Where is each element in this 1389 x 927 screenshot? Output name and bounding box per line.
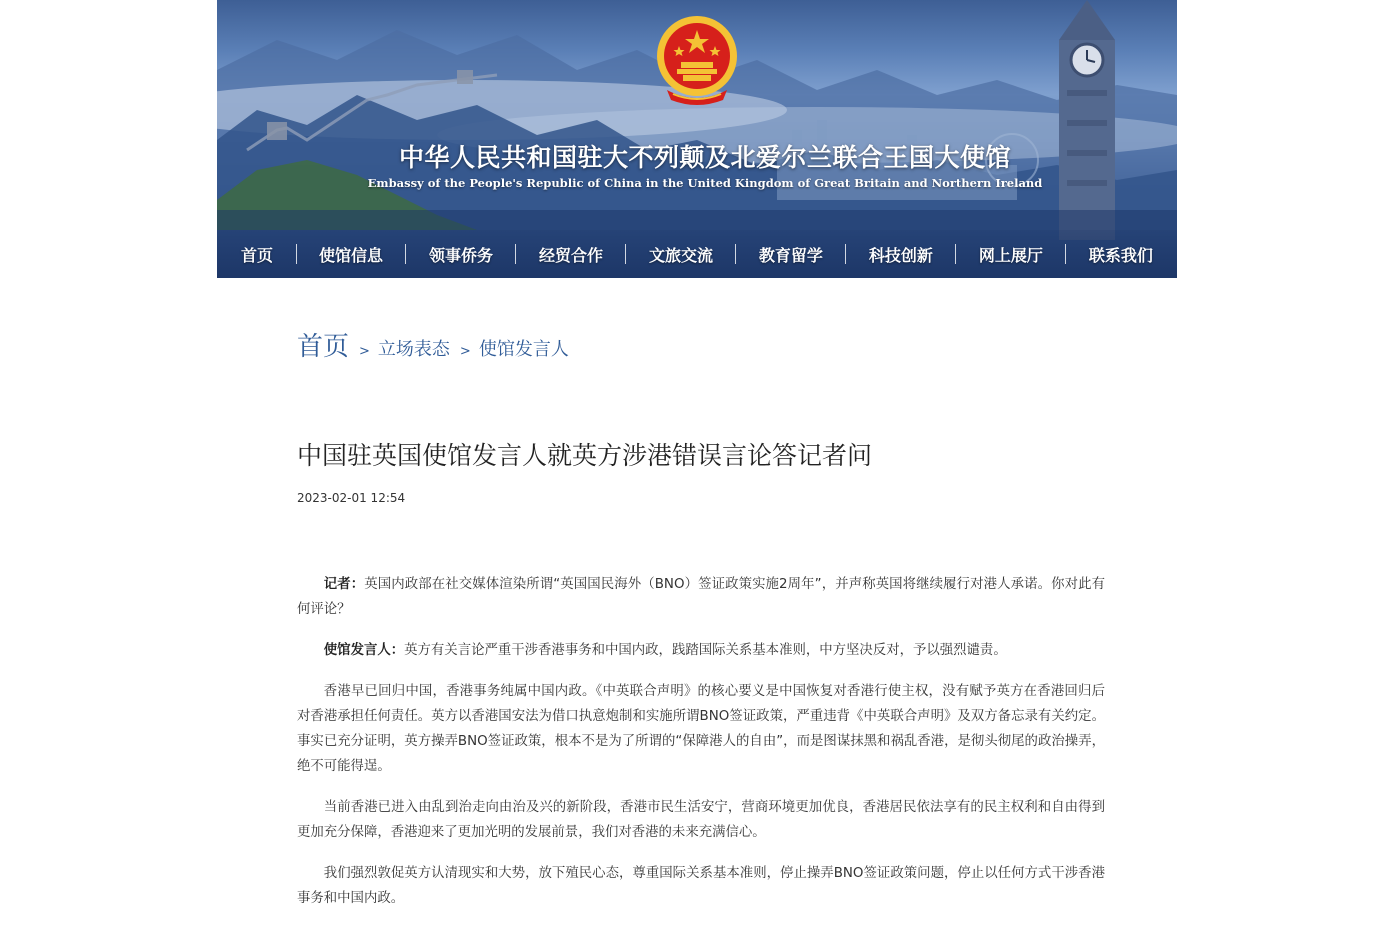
paragraph-text: 英方有关言论严重干涉香港事务和中国内政，践踏国际关系基本准则，中方坚决反对，予以强烈谴责。 (404, 643, 1007, 658)
article-paragraph (297, 795, 1105, 845)
nav-item-home[interactable]: 首页 (241, 245, 274, 265)
main-nav (217, 230, 1177, 278)
breadcrumb-home-link[interactable]: 首页 (297, 332, 350, 362)
breadcrumb-link-position[interactable]: 立场表态 (377, 339, 450, 360)
embassy-title-cn: 中华人民共和国驻大不列颠及北爱尔兰联合王国大使馆 (398, 143, 1011, 172)
embassy-title-en: Embassy of the People's Republic of China in the United Kingdom of Great Britain and Northern Ireland (367, 176, 1043, 190)
nav-divider (405, 244, 406, 264)
paragraph-text: 当前香港已进入由乱到治走向由治及兴的新阶段，香港市民生活安宁，营商环境更加优良，香港居民依法享有的民主权利和自由得到更加充分保障，香港迎来了更加光明的发展前景，我们对香港的未来充满信心。 (297, 800, 1105, 840)
speaker-label: 记者： (323, 577, 365, 592)
nav-divider (1065, 244, 1066, 264)
article-body (297, 572, 1105, 927)
paragraph-text: 香港早已回归中国，香港事务纯属中国内政。《中英联合声明》的核心要义是中国恢复对香港行使主权，没有赋予英方在香港回归后对香港承担任何责任。英方以香港国安法为借口执意炮制和实施所谓BNO签证政策，严重违背《中英联合声明》及双方备忘录有关约定。事实已充分证明，英方操弄BNO签证政策，根本不是为了所谓的“保障港人的自由”，而是图谋抹黑和祸乱香港，是彻头彻尾的政治操弄，绝不可能得逞。 (297, 684, 1105, 774)
speaker-label: 使馆发言人： (323, 643, 405, 658)
nav-item-consular[interactable]: 领事侨务 (428, 245, 493, 265)
breadcrumb-link-spokesperson[interactable]: 使馆发言人 (478, 339, 569, 360)
article-title: 中国驻英国使馆发言人就英方涉港错误言论答记者问 (297, 441, 873, 470)
header-banner (217, 0, 1177, 278)
article-paragraph (297, 679, 1105, 779)
nav-item-education[interactable]: 教育留学 (758, 245, 823, 265)
nav-item-contact[interactable]: 联系我们 (1088, 245, 1153, 265)
breadcrumb (297, 326, 569, 363)
nav-divider (296, 244, 297, 264)
nav-item-embassy-info[interactable]: 使馆信息 (318, 245, 383, 265)
nav-item-exhibition[interactable]: 网上展厅 (978, 245, 1043, 265)
article-paragraph (297, 861, 1105, 911)
nav-divider (735, 244, 736, 264)
nav-item-science[interactable]: 科技创新 (868, 245, 933, 265)
article-paragraph (297, 572, 1105, 622)
nav-divider (625, 244, 626, 264)
nav-divider (845, 244, 846, 264)
breadcrumb-separator: > (459, 344, 471, 359)
nav-divider (955, 244, 956, 264)
breadcrumb-separator: > (359, 344, 370, 359)
nav-item-culture[interactable]: 文旅交流 (648, 245, 713, 265)
article-paragraph (297, 638, 1105, 663)
article-date: 2023-02-01 12:54 (297, 491, 406, 505)
paragraph-text: 英国内政部在社交媒体渲染所谓“英国国民海外（BNO）签证政策实施2周年”，并声称英国将继续履行对港人承诺。你对此有何评论？ (297, 577, 1106, 617)
nav-divider (515, 244, 516, 264)
paragraph-text: 我们强烈敦促英方认清现实和大势，放下殖民心态，尊重国际关系基本准则，停止操弄BNO签证政策问题，停止以任何方式干涉香港事务和中国内政。 (297, 866, 1105, 906)
nav-item-trade[interactable]: 经贸合作 (538, 245, 603, 265)
national-emblem-icon (653, 12, 741, 108)
